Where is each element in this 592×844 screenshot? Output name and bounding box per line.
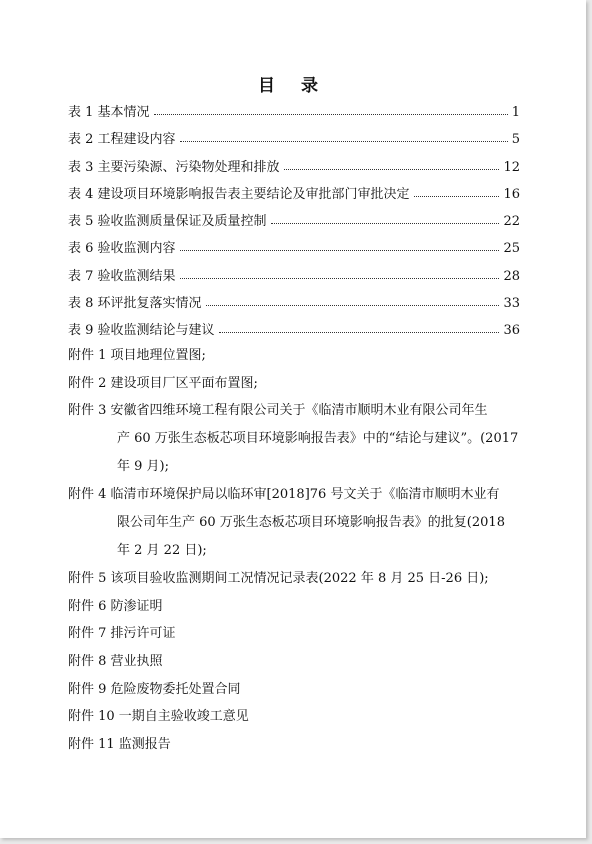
attachment-item: 附件 11 监测报告 xyxy=(68,737,171,752)
toc-entry-label: 表 4 建设项目环境影响报告表主要结论及审批部门审批决定 xyxy=(68,187,410,202)
toc-entry[interactable] xyxy=(68,291,520,311)
toc-entry[interactable] xyxy=(68,264,520,284)
attachment-item-continuation: 限公司年生产 60 万张生态板芯项目环境影响报告表》的批复(2018 xyxy=(117,515,505,530)
attachment-item-continuation: 产 60 万张生态板芯项目环境影响报告表》中的“结论与建议”。(2017 xyxy=(117,431,519,446)
toc-leader-dots xyxy=(206,305,500,306)
toc-leader-dots xyxy=(154,114,508,115)
toc-entry-page: 1 xyxy=(511,105,520,120)
toc-leader-dots xyxy=(271,223,500,224)
toc-entry-page: 16 xyxy=(503,187,520,202)
toc-entry[interactable] xyxy=(68,182,520,202)
attachment-item: 附件 2 建设项目厂区平面布置图; xyxy=(68,376,258,391)
toc-entry[interactable] xyxy=(68,127,520,147)
toc-entry[interactable] xyxy=(68,155,520,175)
toc-leader-dots xyxy=(219,332,500,333)
attachment-item: 附件 8 营业执照 xyxy=(68,654,163,669)
attachment-item: 附件 1 项目地理位置图; xyxy=(68,348,206,363)
attachment-item: 附件 6 防渗证明 xyxy=(68,599,163,614)
toc-entry-page: 36 xyxy=(503,323,520,338)
toc-leader-dots xyxy=(180,250,500,251)
attachment-item-continuation: 年 9 月); xyxy=(117,459,169,474)
toc-entry-page: 12 xyxy=(503,160,520,175)
toc-leader-dots xyxy=(284,169,500,170)
toc-entry-page: 33 xyxy=(503,296,520,311)
toc-entry[interactable] xyxy=(68,318,520,338)
attachment-item: 附件 9 危险废物委托处置合同 xyxy=(68,682,241,697)
toc-entry-label: 表 8 环评批复落实情况 xyxy=(68,296,202,311)
toc-entry[interactable] xyxy=(68,236,520,256)
attachment-item: 附件 7 排污许可证 xyxy=(68,626,176,641)
toc-entry-page: 5 xyxy=(511,132,520,147)
attachment-item: 附件 10 一期自主验收竣工意见 xyxy=(68,709,249,724)
toc-entry-label: 表 1 基本情况 xyxy=(68,105,150,120)
toc-entry[interactable] xyxy=(68,209,520,229)
attachment-item-continuation: 年 2 月 22 日); xyxy=(117,543,207,558)
toc-entry-page: 28 xyxy=(503,269,520,284)
toc-entry-label: 表 5 验收监测质量保证及质量控制 xyxy=(68,214,267,229)
toc-entry-label: 表 3 主要污染源、污染物处理和排放 xyxy=(68,160,280,175)
toc-heading: 目 录 xyxy=(258,76,328,96)
toc-entry-page: 22 xyxy=(503,214,520,229)
attachment-item: 附件 4 临清市环境保护局以临环审[2018]76 号文关于《临清市顺明木业有 xyxy=(68,487,500,502)
attachment-item: 附件 5 该项目验收监测期间工况情况记录表(2022 年 8 月 25 日-26 日); xyxy=(68,571,489,586)
attachment-item: 附件 3 安徽省四维环境工程有限公司关于《临清市顺明木业有限公司年生 xyxy=(68,403,488,418)
toc-leader-dots xyxy=(414,196,500,197)
toc-leader-dots xyxy=(180,141,508,142)
toc-leader-dots xyxy=(180,278,500,279)
toc-entry-label: 表 9 验收监测结论与建议 xyxy=(68,323,215,338)
toc-entry-label: 表 2 工程建设内容 xyxy=(68,132,176,147)
toc-entry-label: 表 7 验收监测结果 xyxy=(68,269,176,284)
toc-entry-page: 25 xyxy=(503,241,520,256)
toc-entry[interactable] xyxy=(68,100,520,120)
toc-entry-label: 表 6 验收监测内容 xyxy=(68,241,176,256)
